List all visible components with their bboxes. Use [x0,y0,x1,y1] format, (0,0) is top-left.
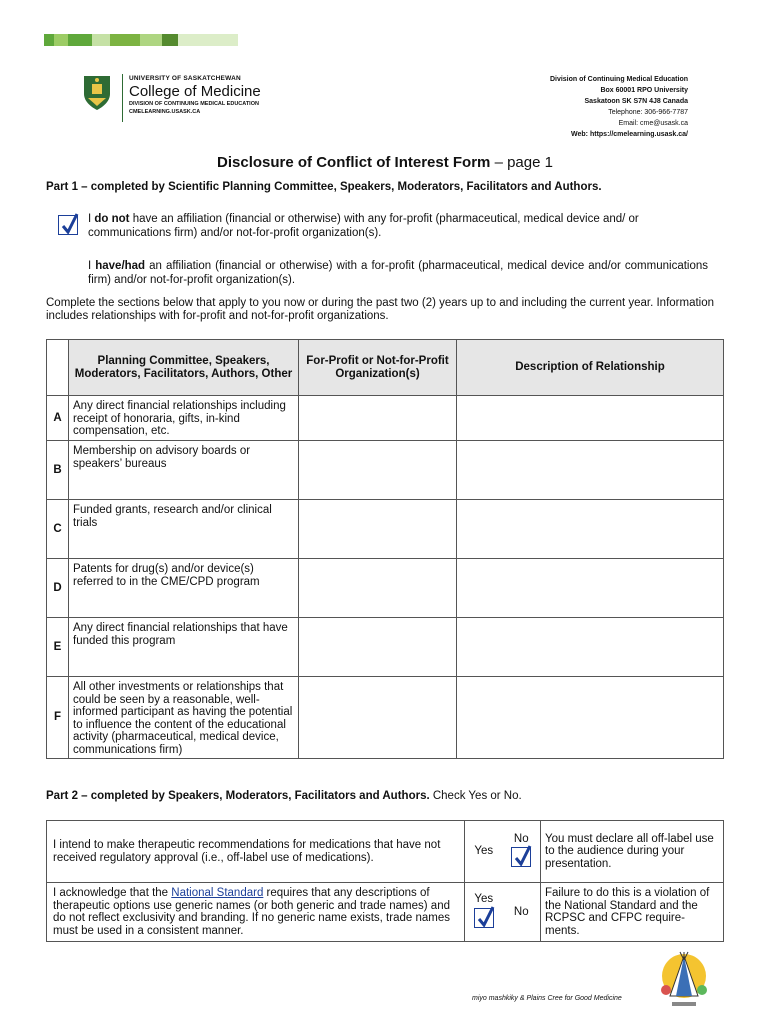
relationship-field[interactable] [457,618,724,677]
row-description: Patents for drug(s) and/or device(s) referred to in the CME/CPD program [69,559,299,618]
division-name: DIVISION OF CONTINUING MEDICAL EDUCATION [129,101,259,107]
color-bar-segment [92,34,110,46]
part2-heading-rest: Check Yes or No. [429,790,522,802]
email: Email: cme@usask.ca [618,120,688,127]
form-title-bold: Disclosure of Conflict of Interest Form [217,154,491,171]
address-line: Saskatoon SK S7N 4J8 Canada [584,98,688,105]
good-medicine-logo-icon [656,950,712,1012]
table-row [47,618,724,677]
relationship-field[interactable] [457,677,724,759]
national-standard-statement [47,883,465,942]
acknowledgement-table [46,820,724,942]
organization-field[interactable] [299,677,457,759]
table-row [47,441,724,500]
table-row [47,396,724,441]
checkmark-icon [514,845,532,867]
part2-heading-bold: Part 2 – completed by Speakers, Moderators, Facilitators and Authors. [46,790,430,802]
color-bar-segment [110,34,140,46]
yes-label: Yes [474,845,494,858]
checkmark-icon [61,213,79,235]
header-planning: Planning Committee, Speakers, Moderators, Facilitators, Authors, Other [69,340,299,396]
instructions-text: Complete the sections below that apply to you now or during the past two (2) years up to and including the current year. Information includes relationships with for-profit and not-for-profit organizations. [46,297,715,322]
row-letter: F [47,677,69,759]
college-name: College of Medicine [129,83,261,100]
row-description: All other investments or relationships that could be seen by a reasonable, well-informed participant as having the potential to influence the content of the educational activity (pharmaceutical, medical device, communications firm) [69,677,299,759]
has-affiliation-statement[interactable] [88,259,708,287]
division-website: CMELEARNING.USASK.CA [129,109,201,115]
organization-field[interactable] [299,441,457,500]
offlabel-statement: I intend to make therapeutic recommendations for medications that have not received regulatory approval (i.e., off-label use of medications). [47,821,465,883]
color-bar-segment [54,34,68,46]
row-description: Membership on advisory boards or speakers’ bureaus [69,441,299,500]
address-line: Box 60001 RPO University [600,87,688,94]
row-letter: E [47,618,69,677]
row-letter: B [47,441,69,500]
part2-heading [46,790,522,802]
disclosure-table [46,339,724,759]
relationship-field[interactable] [457,441,724,500]
table-row [47,500,724,559]
table-header-row [47,340,724,396]
offlabel-no-checkbox[interactable] [511,847,531,867]
university-name: UNIVERSITY OF SASKATCHEWAN [129,75,241,82]
standard-no-option[interactable] [503,883,541,942]
organization-field[interactable] [299,500,457,559]
table-row [47,559,724,618]
row-letter: A [47,396,69,441]
aff1-bold: do not [94,213,130,225]
relationship-field[interactable] [457,559,724,618]
color-bar-segment [162,34,178,46]
row-letter: D [47,559,69,618]
color-bar-segment [44,34,54,46]
no-label: No [513,832,529,845]
footer-tagline: miyo mashkiky & Plains Cree for Good Medicine [472,995,622,1002]
yes-label: Yes [474,893,494,905]
organization-field[interactable] [299,618,457,677]
relationship-field[interactable] [457,396,724,441]
college-logo [82,74,261,122]
header-organization: For-Profit or Not-for-Profit Organization(s) [299,340,457,396]
aff2-pre: I [88,260,96,272]
address-line: Division of Continuing Medical Education [549,76,688,83]
no-affiliation-statement [88,212,708,240]
organization-field[interactable] [299,559,457,618]
row-description: Any direct financial relationships that have funded this program [69,618,299,677]
aff2-bold: have/had [95,260,146,272]
statement-post: requires that any descriptions of therapeutic options use generic names (or both generic and trade names) and do not reflect exclusivity and branding. If no generic name exists, trade names must be used in a consistent manner. [53,887,450,937]
checkmark-icon [477,906,495,928]
header-color-bar [44,34,244,46]
part1-heading: Part 1 – completed by Scientific Planning Committee, Speakers, Moderators, Facilitators and Authors. [46,181,602,193]
web-address: Web: https://cmelearning.usask.ca/ [571,131,688,138]
relationship-field[interactable] [457,500,724,559]
standard-note: Failure to do this is a violation of the National Standard and the RCPSC and CFPC require-ments. [541,883,724,942]
telephone: Telephone: 306-966-7787 [608,109,688,116]
form-title [0,154,770,171]
table-row [47,677,724,759]
color-bar-segment [178,34,238,46]
header-relationship: Description of Relationship [457,340,724,396]
row-description: Any direct financial relationships including receipt of honoraria, gifts, in-kind compensation, etc. [69,396,299,441]
offlabel-no-option[interactable] [503,821,541,883]
contact-address [550,74,688,140]
offlabel-note: You must declare all off-label use to the audience during your presentation. [541,821,724,883]
standard-yes-checkbox[interactable] [474,908,494,928]
row-letter: C [47,500,69,559]
offlabel-yes-option[interactable] [465,821,503,883]
no-label: No [513,905,529,918]
statement-pre: I acknowledge that the [53,887,172,899]
standard-yes-option[interactable] [465,883,503,942]
table-row [47,821,724,883]
color-bar-segment [68,34,92,46]
national-standard-link[interactable]: National Standard [171,887,264,899]
aff1-post: have an affiliation (financial or otherwise) with any for-profit (pharmaceutical, medical device and/ or communications firm) and/or not-for-profit organization(s). [88,213,639,239]
university-crest-icon [82,74,112,112]
logo-divider [122,74,123,122]
aff1-pre: I [88,213,95,225]
color-bar-segment [140,34,162,46]
row-description: Funded grants, research and/or clinical trials [69,500,299,559]
header-blank-cell [47,340,69,396]
organization-field[interactable] [299,396,457,441]
form-title-page: – page 1 [490,154,553,171]
no-affiliation-checkbox[interactable] [58,215,78,235]
table-row [47,883,724,942]
aff2-post: an affiliation (financial or otherwise) with a for-profit (pharmaceutical, medical device and/or communications firm) and/or not-for-profit organization(s). [88,260,709,286]
